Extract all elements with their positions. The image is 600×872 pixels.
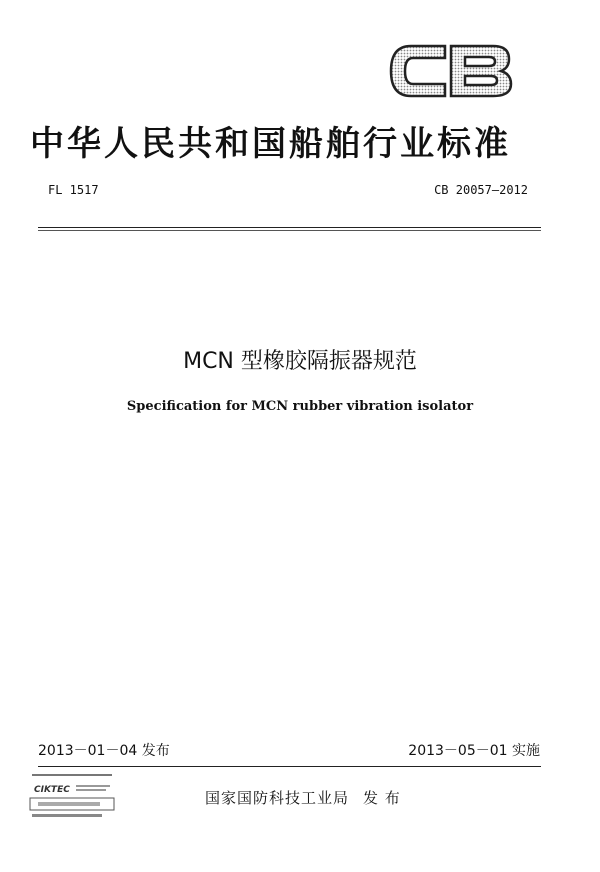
implementation-date: 2013－05－01 实施: [408, 743, 540, 759]
header-divider-secondary: [38, 230, 541, 231]
issue-date: 2013－01－04 发布: [38, 743, 170, 759]
stamp-brand: CIKTEC: [34, 785, 70, 795]
publisher-name: 国家国防科技工业局: [205, 789, 350, 807]
publisher-action: 发 布: [363, 789, 401, 807]
distributor-stamp: [28, 772, 120, 822]
footer-divider: [38, 766, 541, 767]
cb-logo: [385, 40, 515, 102]
header-divider: [38, 227, 541, 228]
fl-code: FL 1517: [48, 183, 99, 197]
standard-category-title: 中华人民共和国船舶行业标准: [30, 124, 511, 164]
document-title-cn: MCN 型橡胶隔振器规范: [183, 349, 417, 374]
standard-number: CB 20057—2012: [434, 183, 528, 197]
document-title-en: Specification for MCN rubber vibration isolator: [126, 399, 474, 414]
publisher: [205, 787, 401, 808]
